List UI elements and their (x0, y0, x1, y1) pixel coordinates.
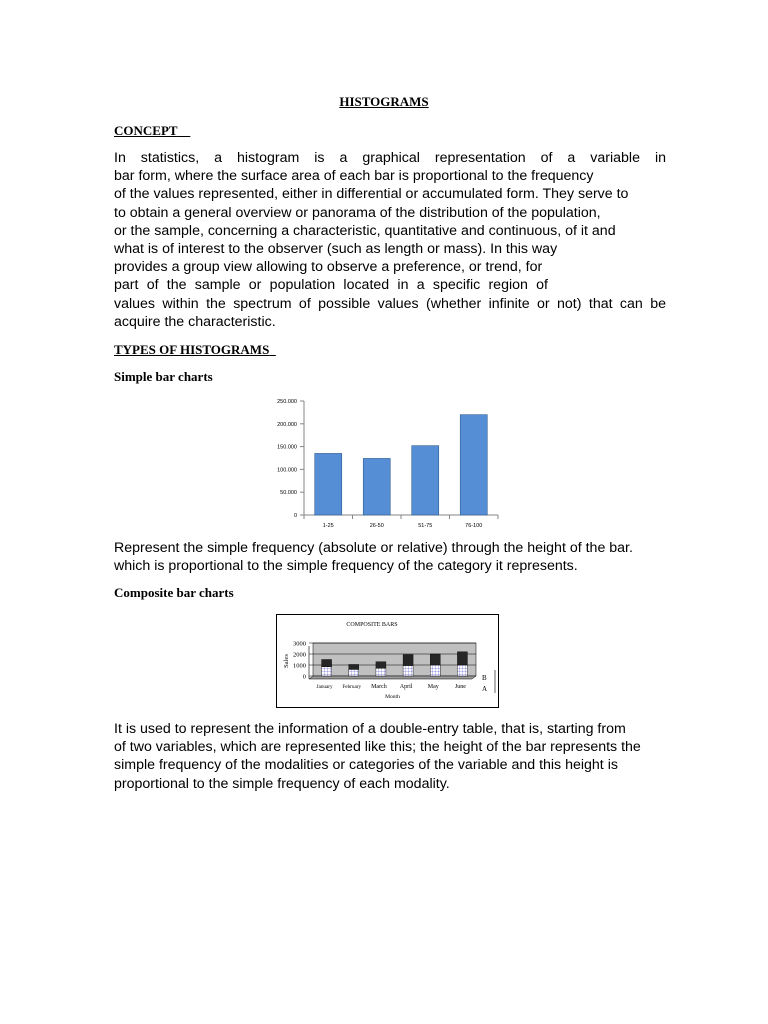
bar-series-b (322, 660, 332, 667)
concept-line: bar form, where the surface area of each bar is proportional to the frequency (114, 168, 594, 185)
composite-bar-charts-heading: Composite bar charts (114, 585, 234, 600)
x-tick-label: February (342, 684, 362, 690)
composite-line: simple frequency of the modalities or categories of the variable and this height is (114, 757, 618, 774)
x-tick-label: 26-50 (369, 523, 384, 529)
concept-line: or the sample, concerning a characteristic, quantitative and continuous, of it and (114, 222, 616, 239)
chart-title: COMPOSITE BARS (346, 622, 398, 628)
composite-bar-chart (276, 614, 499, 708)
x-axis-label: Month (385, 694, 400, 700)
bar-series-b (403, 655, 413, 666)
composite-line: of two variables, which are represented like this; the height of the bar represents the (114, 739, 641, 756)
concept-line: to obtain a general overview or panorama of the distribution of the population, (114, 204, 601, 221)
simple-line: Represent the simple frequency (absolute or relative) through the height of the bar. (114, 540, 633, 556)
bar (412, 446, 439, 515)
x-tick-label: 51-75 (418, 523, 433, 529)
x-tick-label: April (399, 684, 413, 690)
bar-series-b (457, 652, 467, 665)
concept-heading: CONCEPT (114, 123, 178, 138)
bar (363, 458, 390, 515)
composite-line: proportional to the simple frequency of each modality. (114, 775, 450, 792)
y-tick-label: 0 (293, 513, 297, 519)
y-tick-label: 150.000 (277, 444, 297, 451)
bar-series-b (430, 654, 440, 665)
x-tick-label: 76-100 (465, 523, 483, 529)
composite-line: It is used to represent the information of a double-entry table, that is, starting from (114, 721, 626, 737)
bar-series-a (430, 665, 440, 676)
concept-line: acquire the characteristic. (114, 313, 276, 330)
concept-paragraph (114, 149, 666, 331)
y-tick-label: 200.000 (277, 421, 297, 428)
y-tick-label: 3000 (293, 640, 306, 648)
bar-series-a (322, 667, 332, 676)
legend-label-a: A (482, 685, 488, 693)
y-tick-label: 1000 (293, 662, 306, 670)
plot-floor (309, 676, 476, 679)
y-tick-label: 50.000 (280, 490, 297, 497)
concept-line: what is of interest to the observer (such as length or mass). In this way (114, 241, 558, 258)
simple-bar-chart (264, 392, 508, 532)
concept-line: In statistics, a histogram is a graphical representation of a variable in (114, 150, 666, 166)
y-tick-label: 100.000 (277, 467, 297, 474)
concept-line: of the values represented, either in differential or accumulated form. They serve to (114, 186, 629, 203)
bar-series-a (376, 668, 386, 676)
legend-label-b: B (482, 674, 487, 682)
bar (315, 453, 342, 515)
y-axis-label: Sales (283, 654, 290, 668)
x-tick-label: June (454, 684, 466, 690)
x-tick-label: March (371, 684, 387, 690)
y-tick-label: 250.000 (277, 399, 297, 405)
simple-paragraph (114, 539, 666, 575)
x-tick-label: 1-25 (322, 523, 334, 529)
concept-line: provides a group view allowing to observe a preference, or trend, for (114, 259, 543, 276)
bar-series-b (349, 664, 359, 669)
bar-series-a (457, 665, 467, 676)
document-title: HISTOGRAMS (339, 94, 429, 109)
concept-line: part of the sample or population located in a specific region of (114, 277, 548, 294)
simple-bar-charts-heading: Simple bar charts (114, 369, 213, 384)
simple-line: which is proportional to the simple frequency of the category it represents. (114, 558, 578, 575)
y-tick-label: 2000 (293, 651, 306, 659)
composite-paragraph (114, 720, 666, 793)
y-tick-label: 0 (302, 673, 306, 681)
bar-series-a (349, 669, 359, 676)
bar-series-a (403, 666, 413, 676)
x-tick-label: January (316, 684, 333, 690)
plot-area (313, 643, 476, 676)
x-tick-label: May (427, 684, 439, 690)
bar-series-b (376, 662, 386, 669)
types-heading: TYPES OF HISTOGRAMS (114, 342, 270, 357)
concept-line: values within the spectrum of possible values (whether infinite or not) that can be (114, 295, 666, 312)
bar (460, 415, 487, 515)
